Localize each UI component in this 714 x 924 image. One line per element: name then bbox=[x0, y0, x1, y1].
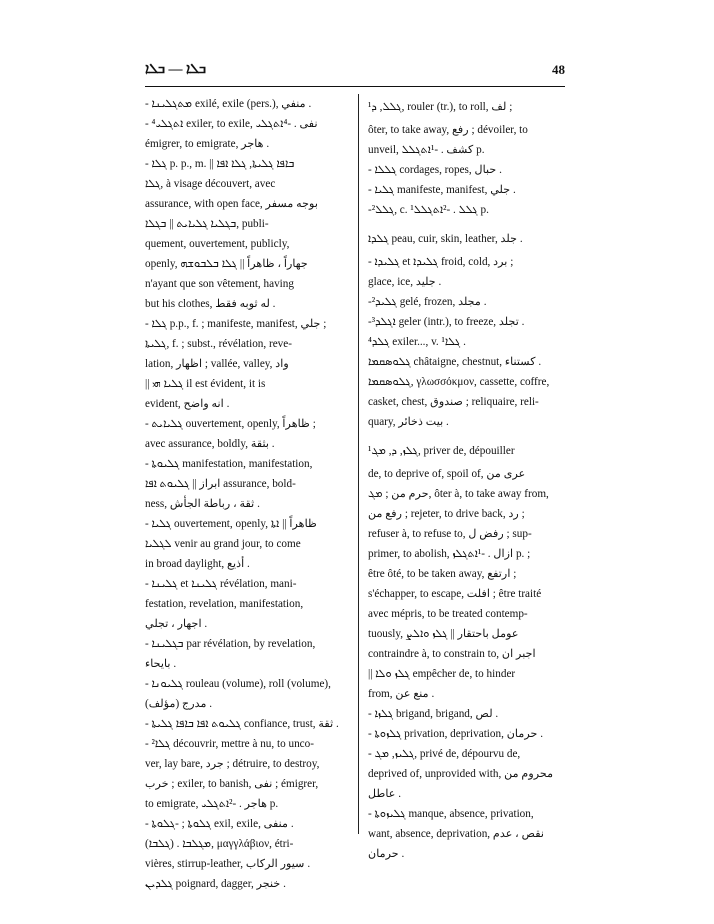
entry-line: ܠܓܠܝܐ venir au grand jour, to come bbox=[145, 538, 301, 550]
entry-line: - ܓܠܝܘܢܐ rouleau (volume), roll (volume), bbox=[145, 678, 331, 690]
entry-line: to emigrate, هاجر . -²ܐܬܓܠܝ p. bbox=[145, 798, 279, 810]
entry-line: - ܓܠܝܕܐ et ܓܠܝܕܐ froid, cold, برد ; bbox=[368, 256, 514, 268]
entry-line: - ܓܠܝܐ ouvertement, openly, ظاهراً || ܐܬܐ bbox=[145, 518, 317, 530]
entry-line: رفع من ; rejeter, to drive back, رد ; bbox=[368, 508, 525, 520]
entry-line: s'échapper, to escape, افلت ; être traité bbox=[368, 588, 542, 600]
entry-line: deprived of, unprovided with, محروم من bbox=[368, 768, 554, 780]
running-head: ܒܠܐ — ܒܠܐ bbox=[145, 62, 207, 77]
column-divider bbox=[358, 94, 359, 834]
entry-line: ôter, to take away, رفع ; dévoiler, to bbox=[368, 124, 528, 136]
entry-line: عاطل . bbox=[368, 788, 402, 800]
entry-line: خرب ; exiler, to banish, نفى ; émigrer, bbox=[145, 778, 319, 790]
entry-line: - ܓܠܝܙ, ܡܓ, privé de, dépourvu de, bbox=[368, 748, 521, 760]
entry-line: اجهار ، تجلي . bbox=[145, 618, 208, 630]
entry-line: ver, lay bare, جرد ; détruire, to destroy, bbox=[145, 758, 320, 770]
entry-line: want, absence, deprivation, نقص ، عدم bbox=[368, 828, 545, 840]
entry-line: assurance, with open face, بوجه مسفر bbox=[145, 198, 318, 210]
entry-line: - ܓܠܙܐ brigand, brigand, لص . bbox=[368, 708, 499, 720]
left-column bbox=[145, 94, 355, 894]
entry-line: - ܓܠܝܢܐ et ܓܠܝܢܐ révélation, mani- bbox=[145, 578, 297, 590]
entry-line: quary, بيت ذخائر . bbox=[368, 416, 449, 428]
entry-line: - ܓܠܝܘܬܐ manifestation, manifestation, bbox=[145, 458, 313, 470]
entry-line: (ܓܠܒܐ) . ܡܓܠܒܐ, μαγγλάβιον, étri- bbox=[145, 838, 294, 850]
entry-line: ܒܓܠܝܐ ܓܠܝܐܝܬ || ܒܓܠܐ, publi- bbox=[145, 218, 269, 230]
page-header bbox=[145, 62, 565, 84]
entry-line: ܓܠܘܣܩܡܐ châtaigne, chestnut, كستناء . bbox=[368, 356, 542, 368]
entry-line: vières, stirrup-leather, سيور الركاب . bbox=[145, 858, 311, 870]
entry-line: ¹ܓܠܙ, ܕ, ܡܓ, priver de, dépouiller bbox=[368, 445, 515, 457]
entry-line: avec assurance, boldly, بثقة . bbox=[145, 438, 275, 450]
entry-line: openly, جهاراً ، ظاهراً || ܓܠܐ ܒܠܒܘܫܗ bbox=[145, 258, 308, 270]
entry-line: contraindre à, to constrain to, اجبر ان bbox=[368, 648, 536, 660]
entry-line: n'ayant que son vêtement, having bbox=[145, 278, 294, 290]
entry-line: - ܓܠܝܙܘܬܐ manque, absence, privation, bbox=[368, 808, 534, 820]
entry-line: evident, انه واضح . bbox=[145, 398, 230, 410]
entry-line: -²ܓܠܝܕ gelé, frozen, مجلد . bbox=[368, 296, 487, 308]
entry-line: - ܓܠܠܐ cordages, ropes, حبال . bbox=[368, 164, 502, 176]
entry-line: - ܓܠܘܬܐ ; -ܓܠܘܬܐ exil, exile, منفى . bbox=[145, 818, 294, 830]
entry-line: casket, chest, صندوق ; reliquaire, reli- bbox=[368, 396, 539, 408]
entry-line: ابراز || ܓܠܝܘܬ ܐܦܐ assurance, bold- bbox=[145, 478, 296, 490]
page-number: 48 bbox=[552, 62, 565, 77]
entry-line: ܓܠܕܝܢ poignard, dagger, خنجر . bbox=[145, 878, 286, 890]
entry-line: ⁴ܓܠܕ exiler..., v. ¹ܓܠܐ . bbox=[368, 336, 466, 348]
entry-line: حرمان . bbox=[368, 848, 405, 860]
entry-line: ¹ܓܠܠ, ܕ, rouler (tr.), to roll, لف ; bbox=[368, 101, 513, 113]
entry-line: de, to deprive of, spoil of, عرى من bbox=[368, 468, 526, 480]
entry-line: - ܓܠܙܘܬܐ privation, deprivation, حرمان . bbox=[368, 728, 544, 740]
entry-line: glace, ice, جليد . bbox=[368, 276, 442, 288]
entry-line: - ܒܓܠܝܢܐ par révélation, by revelation, bbox=[145, 638, 316, 650]
entry-line: || ܓܠܙ ܘܠܐ empêcher de, to hinder bbox=[368, 668, 516, 680]
entry-line: - ܓܠܐ p. p., m. || ܒܐܦܐ ܓܠܝܬܐ, ܓܠܐ ܐܦܐ bbox=[145, 158, 295, 170]
entry-line: ܓܠܕܐ peau, cuir, skin, leather, جلد . bbox=[368, 233, 523, 245]
entry-line: from, منع عن . bbox=[368, 688, 435, 700]
entry-line: ܓܠܐ, à visage découvert, avec bbox=[145, 178, 276, 190]
entry-line: ܓܠܝܬܐ, f. ; subst., révélation, reve- bbox=[145, 338, 292, 350]
entry-line: - ܡܬܓܠܝܢܐ exilé, exile (pers.), منفي . bbox=[145, 98, 312, 110]
entry-line: primer, to abolish, ازال . -¹ܐܬܓܠܙ p. ; bbox=[368, 548, 531, 560]
entry-line: but his clothes, له ثوبه فقط . bbox=[145, 298, 276, 310]
entry-line: - ܓܠܝܐܝܬ ouvertement, openly, ظاهراً ; bbox=[145, 418, 316, 430]
entry-line: être ôté, to be taken away, ارتفع ; bbox=[368, 568, 517, 580]
entry-line: refuser à, to refuse to, رفض ل ; sup- bbox=[368, 528, 532, 540]
entry-line: حرم من ; ܡܓ, ôter à, to take away from, bbox=[368, 488, 549, 500]
entry-line: ܓܠܘܣܩܡܐ, γλωσσόκμον, cassette, coffre, bbox=[368, 376, 550, 388]
entry-line: -³ܐܓܠܕ geler (intr.), to freeze, تجلد . bbox=[368, 316, 525, 328]
entry-line: مدرج (مؤلف) . bbox=[145, 698, 213, 710]
entry-line: - ²ܓܠܐ découvrir, mettre à nu, to unco- bbox=[145, 738, 314, 750]
entry-line: بايحاء . bbox=[145, 658, 177, 670]
entry-line: || ܓܠܝܐ ܗܝ il est évident, it is bbox=[145, 378, 266, 390]
entry-line: quement, ouvertement, publicly, bbox=[145, 238, 290, 250]
entry-line: in broad daylight, أذيع . bbox=[145, 558, 250, 570]
entry-line: ness, ثقة ، رباطة الجأش . bbox=[145, 498, 260, 510]
entry-line: lation, اظهار ; vallée, valley, واد bbox=[145, 358, 289, 370]
entry-line: avec mépris, to be treated contemp- bbox=[368, 608, 528, 620]
entry-line: festation, revelation, manifestation, bbox=[145, 598, 304, 610]
right-column bbox=[368, 94, 578, 864]
entry-line: -²ܓܠܠ, c. ¹ܓܠܠ . -²ܐܬܓܠܠ p. bbox=[368, 204, 489, 216]
header-rule bbox=[145, 86, 565, 87]
entry-line: tuously, عومل باحتقار || ܓܠܙ ܘܐܠܨ bbox=[368, 628, 519, 640]
entry-line: - ܓܠܐ p.p., f. ; manifeste, manifest, جلي ; bbox=[145, 318, 327, 330]
entry-line: émigrer, to emigrate, هاجر . bbox=[145, 138, 270, 150]
entry-line: - ܓܠܝܐ manifeste, manifest, جلي . bbox=[368, 184, 516, 196]
entry-line: unveil, كشف . -¹ܐܬܓܠܠ p. bbox=[368, 144, 485, 156]
entry-line: - ܓܠܝܘܬ ܐܦܐ ܒܐܦܐ ܓܠܝܬܐ confiance, trust, ثقة . bbox=[145, 718, 339, 730]
entry-line: - ⁴ܐܬܓܠܝ exiler, to exile, نفى . -⁴ܐܬܓܠܝ bbox=[145, 118, 318, 130]
